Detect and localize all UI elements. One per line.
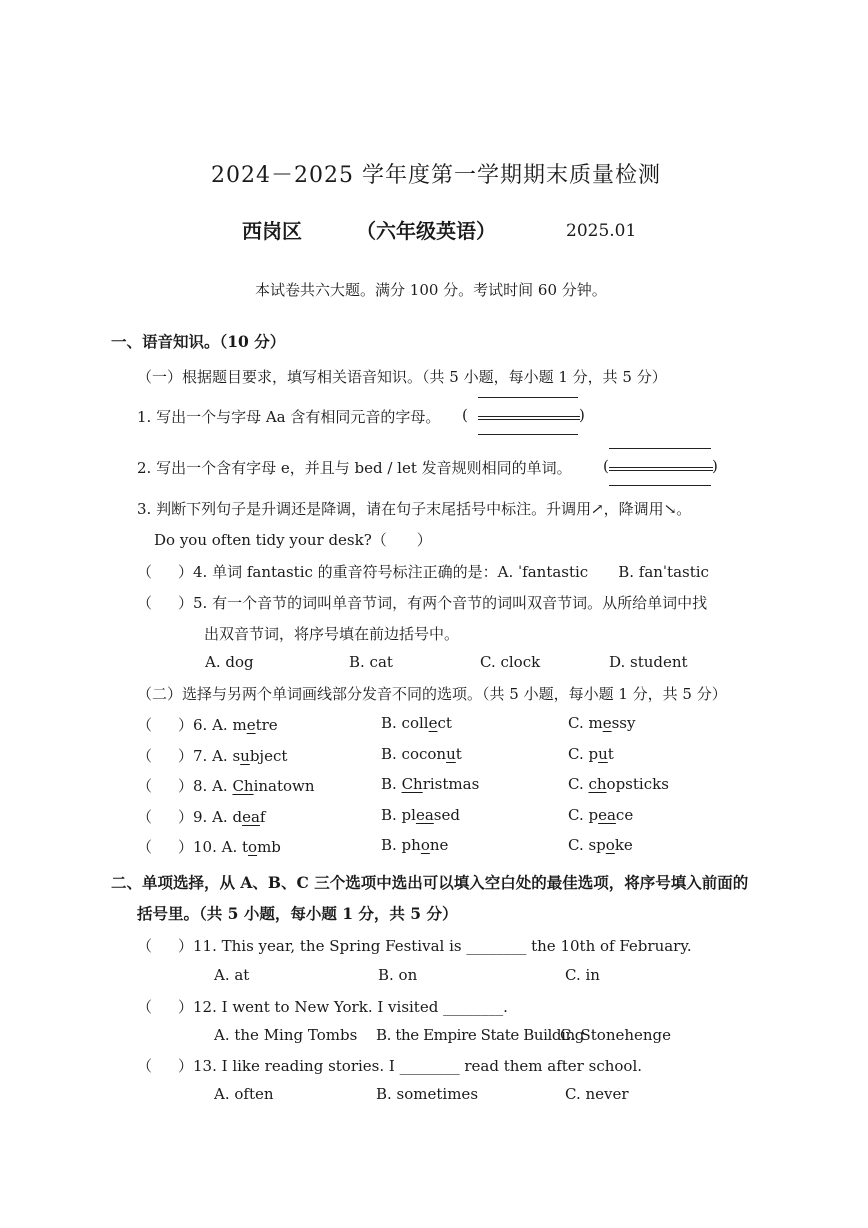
question-10: ）10. A. tomb — [178, 838, 281, 856]
section-2-heading-line-2: 括号里。（共 5 小题，每小题 1 分，共 5 分） — [137, 904, 458, 923]
question-12: ）12. I went to New York. I visited ________. — [178, 998, 508, 1016]
falling-arrow-icon: → — [659, 498, 681, 520]
section-2-heading-line-1: 二、单项选择，从 A、B、C 三个选项中选出可以填入空白处的最佳选项，将序号填入前面的 — [111, 873, 749, 892]
paren-open: ( — [603, 457, 609, 475]
option-c: C. never — [565, 1085, 629, 1103]
question-3-sentence: Do you often tidy your desk?（ ） — [154, 531, 432, 549]
paren-close: ) — [712, 457, 718, 475]
option-c: C. messy — [568, 714, 636, 732]
rising-arrow-icon: → — [586, 498, 608, 520]
answer-paren[interactable]: （ — [137, 747, 153, 765]
option-b: B. on — [378, 966, 418, 984]
answer-paren[interactable]: （ — [137, 998, 153, 1016]
option-c: C. spoke — [568, 836, 633, 854]
option-a: A. dog — [205, 653, 254, 671]
option-a: A. at — [214, 966, 250, 984]
option-a: A. often — [214, 1085, 274, 1103]
option-c: C. clock — [480, 653, 541, 671]
option-b: B. Christmas — [381, 775, 480, 793]
answer-paren[interactable]: （ — [137, 594, 153, 612]
question-5-line-2: 出双音节词，将序号填在前边括号中。 — [204, 625, 460, 643]
exam-note: 本试卷共六大题。满分 100 分。考试时间 60 分钟。 — [255, 281, 607, 299]
option-b: B. phone — [381, 836, 449, 854]
question-1: 1. 写出一个与字母 Aa 含有相同元音的字母。 — [137, 408, 441, 426]
question-4: ）4. 单词 fantastic 的重音符号标注正确的是：A. ˈfantastic B. fanˈtastic — [178, 563, 709, 581]
answer-paren[interactable]: （ — [137, 838, 153, 856]
question-6: ）6. A. metre — [178, 716, 278, 734]
question-11: ）11. This year, the Spring Festival is ________ the 10th of February. — [178, 937, 692, 955]
option-c: C. Stonehenge — [560, 1026, 672, 1044]
question-3-end: 。 — [676, 500, 692, 518]
answer-paren[interactable]: （ — [137, 716, 153, 734]
answer-blank-1[interactable] — [478, 397, 580, 437]
question-2: 2. 写出一个含有字母 e，并且与 bed / let 发音规则相同的单词。 — [137, 459, 572, 477]
question-3-text: 3. 判断下列句子是升调还是降调，请在句子末尾括号中标注。升调用 — [137, 500, 592, 518]
answer-paren[interactable]: （ — [137, 808, 153, 826]
question-7: ）7. A. subject — [178, 747, 288, 765]
paren-close: ) — [579, 406, 585, 424]
question-5-line-1: ）5. 有一个音节的词叫单音节词，有两个音节的词叫双音节词。从所给单词中找 — [178, 594, 708, 612]
exam-title: 2024－2025 学年度第一学期期末质量检测 — [211, 163, 661, 188]
option-b: B. pleased — [381, 806, 460, 824]
district-name: 西岗区 — [242, 219, 302, 243]
part-1-heading: （一）根据题目要求，填写相关语音知识。（共 5 小题，每小题 1 分，共 5 分） — [137, 368, 667, 386]
option-c: C. chopsticks — [568, 775, 669, 793]
question-13: ）13. I like reading stories. I ________ read them after school. — [178, 1057, 643, 1075]
answer-paren[interactable]: （ — [137, 777, 153, 795]
question-9: ）9. A. deaf — [178, 808, 266, 826]
option-b: B. coconut — [381, 745, 462, 763]
question-8: ）8. A. Chinatown — [178, 777, 315, 795]
answer-paren[interactable]: （ — [137, 1057, 153, 1075]
grade-subject: （六年级英语） — [356, 219, 496, 243]
option-b: B. collect — [381, 714, 452, 732]
question-3 — [137, 498, 691, 519]
exam-date: 2025.01 — [566, 221, 637, 241]
part-2-heading: （二）选择与另两个单词画线部分发音不同的选项。（共 5 小题，每小题 1 分，共 5 分） — [137, 685, 727, 703]
option-c: C. put — [568, 745, 614, 763]
answer-blank-2[interactable] — [609, 448, 713, 488]
answer-paren[interactable]: （ — [137, 937, 153, 955]
paren-open: ( — [462, 406, 468, 424]
answer-paren[interactable]: （ — [137, 563, 153, 581]
question-3-mid: ，降调用 — [603, 500, 664, 518]
section-1-heading: 一、语音知识。（10 分） — [111, 332, 286, 351]
option-b: B. cat — [349, 653, 393, 671]
option-b: B. sometimes — [376, 1085, 479, 1103]
option-c: C. in — [565, 966, 600, 984]
option-d: D. student — [609, 653, 688, 671]
option-c: C. peace — [568, 806, 634, 824]
option-b: B. the Empire State Building — [376, 1026, 584, 1044]
option-a: A. the Ming Tombs — [214, 1026, 358, 1044]
